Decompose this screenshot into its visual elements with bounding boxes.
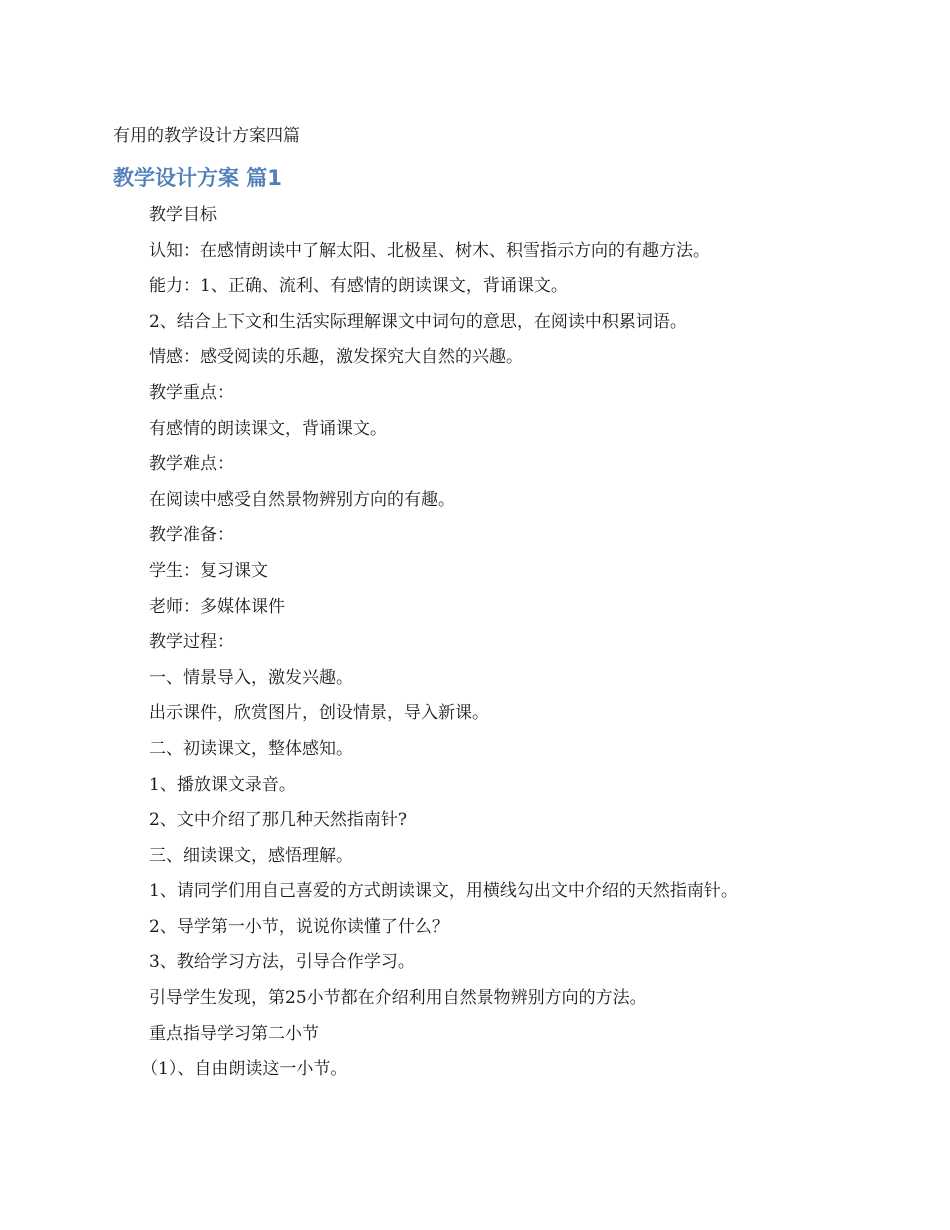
paragraph-line: 教学重点： xyxy=(149,382,234,403)
section-heading: 教学设计方案 篇1 xyxy=(113,166,282,190)
paragraph-line: 老师：多媒体课件 xyxy=(149,596,285,617)
paragraph-line: 2、文中介绍了那几种天然指南针? xyxy=(149,810,407,831)
paragraph-line: 二、初读课文，整体感知。 xyxy=(149,738,353,759)
paragraph-line: 情感：感受阅读的乐趣，激发探究大自然的兴趣。 xyxy=(149,347,523,368)
paragraph-line: 教学准备： xyxy=(149,525,234,546)
paragraph-line: 一、情景导入，激发兴趣。 xyxy=(149,667,353,688)
paragraph-line: 教学过程： xyxy=(149,632,234,653)
paragraph-line: 三、细读课文，感悟理解。 xyxy=(149,845,353,866)
document-title: 有用的教学设计方案四篇 xyxy=(113,126,300,146)
paragraph-line: 教学难点： xyxy=(149,454,234,475)
document-body xyxy=(141,203,929,1093)
paragraph-line: 引导学生发现，第25小节都在介绍利用自然景物辨别方向的方法。 xyxy=(149,988,647,1009)
paragraph-line: 有感情的朗读课文，背诵课文。 xyxy=(149,418,387,439)
paragraph-line: 教学目标 xyxy=(149,205,217,225)
paragraph-line: 认知：在感情朗读中了解太阳、北极星、树木、积雪指示方向的有趣方法。 xyxy=(149,240,710,261)
paragraph-line: 学生：复习课文 xyxy=(149,560,268,581)
paragraph-line: 出示课件，欣赏图片，创设情景，导入新课。 xyxy=(149,703,489,724)
paragraph-line: （1）、自由朗读这一小节。 xyxy=(141,1059,348,1080)
paragraph-line: 1、播放课文录音。 xyxy=(149,774,296,795)
paragraph-line: 3、教给学习方法，引导合作学习。 xyxy=(149,952,415,973)
paragraph-line: 能力：1、正确、流利、有感情的朗读课文，背诵课文。 xyxy=(149,276,568,297)
paragraph-line: 1、请同学们用自己喜爱的方式朗读课文，用横线勾出文中介绍的天然指南针。 xyxy=(149,881,738,902)
paragraph-line: 在阅读中感受自然景物辨别方向的有趣。 xyxy=(149,489,455,510)
paragraph-line: 2、导学第一小节，说说你读懂了什么？ xyxy=(149,916,449,937)
paragraph-line: 重点指导学习第二小节 xyxy=(149,1023,319,1044)
paragraph-line: 2、结合上下文和生活实际理解课文中词句的意思，在阅读中积累词语。 xyxy=(149,311,687,332)
